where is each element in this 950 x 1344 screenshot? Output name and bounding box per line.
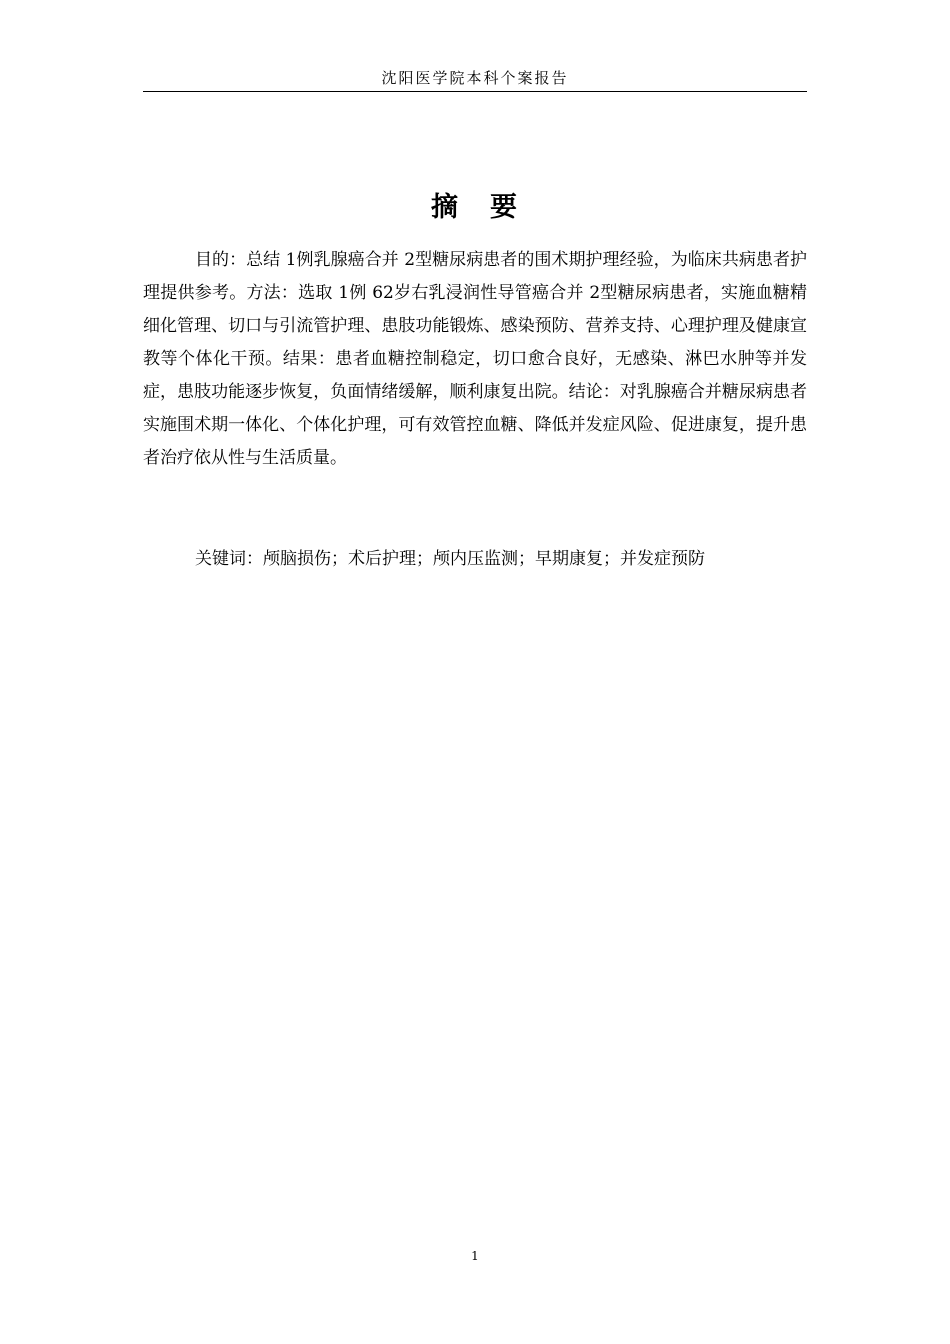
title-char-1: 摘 [431,192,460,223]
result-text: 患者血糖控制稳定，切口愈合良好，无感染、淋巴水肿等并发症，患肢功能逐步恢复，负面情绪缓解，顺利康复出院。 [143,349,808,402]
page-header [143,68,807,88]
header-rule [143,91,807,92]
page-number-text: 1 [471,1249,479,1263]
keywords-label: 关键词： [195,549,263,569]
page-number [143,1248,807,1264]
title-char-2: 要 [490,192,519,223]
keywords [143,543,807,576]
conclusion-label: 结论： [568,382,620,402]
abstract-body [143,244,807,475]
conclusion-text: 对乳腺癌合并糖尿病患者实施围术期一体化、个体化护理，可有效管控血糖、降低并发症风险、促进康复，提升患者治疗依从性与生活质量。 [143,382,808,468]
header-text: 沈阳医学院本科个案报告 [381,69,569,87]
result-label: 结果： [282,349,336,369]
method-text: 选取 1例 62岁右乳浸润性导管癌合并 2型糖尿病患者，实施血糖精细化管理、切口与引流管护理、患肢功能锻炼、感染预防、营养支持、心理护理及健康宣教等个体化干预。 [143,283,808,369]
objective-label: 目的： [195,250,247,270]
objective-text: 总结 1例乳腺癌合并 2型糖尿病患者的围术期护理经验，为临床共病患者护理提供参考。 [143,250,808,303]
method-label: 方法： [246,283,299,303]
keywords-text: 颅脑损伤；术后护理；颅内压监测；早期康复；并发症预防 [263,549,705,569]
abstract-title [143,188,807,228]
